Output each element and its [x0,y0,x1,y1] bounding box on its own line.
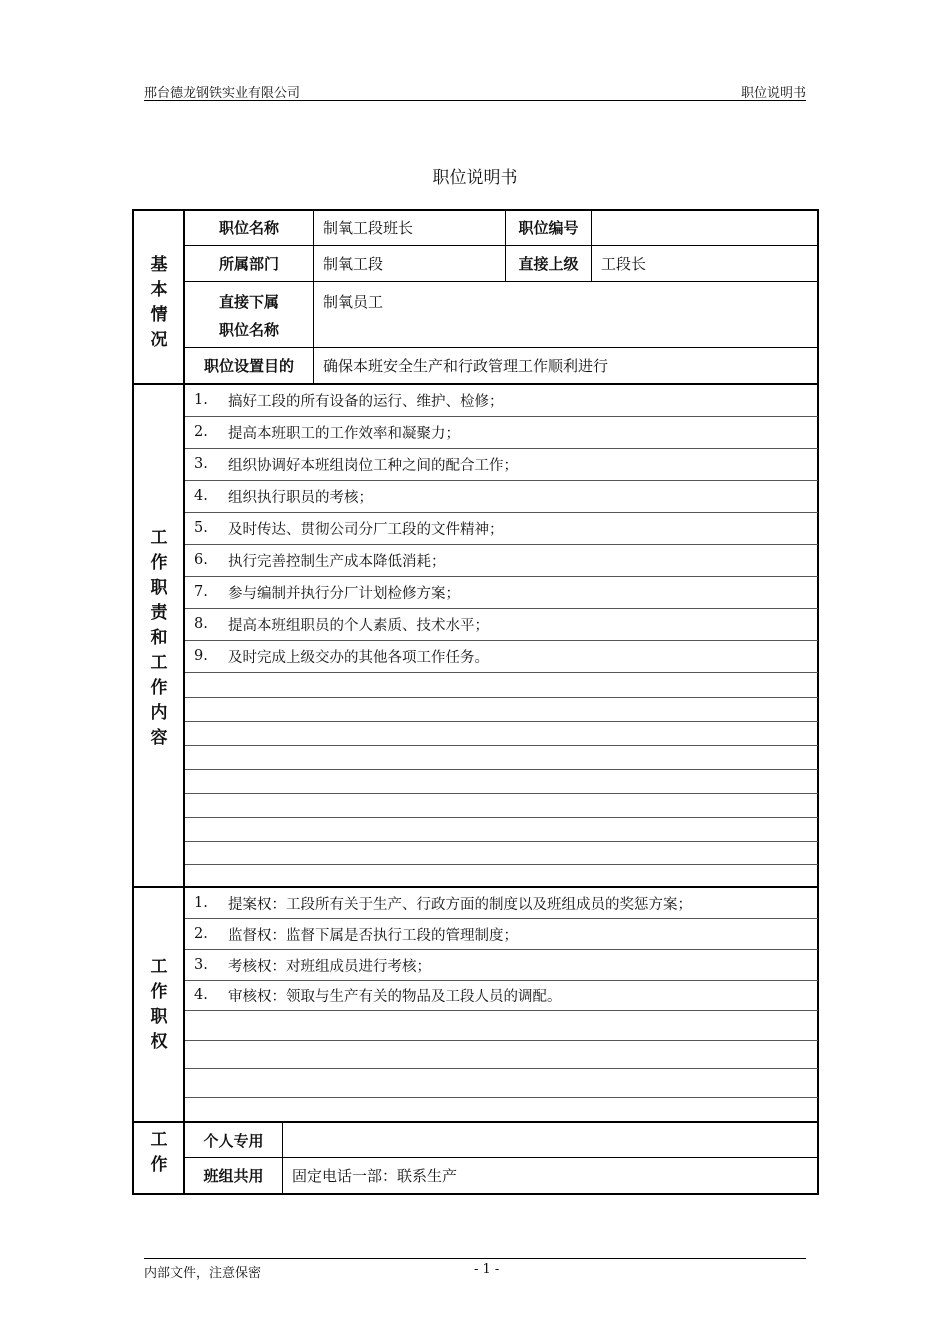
authority-item: 2. 监督权：监督下属是否执行工段的管理制度； [194,926,518,944]
section-basic-label: 基本情况 [150,255,168,350]
duty-item: 5. 及时传达、贯彻公司分厂工段的文件精神； [194,520,504,538]
page-footer [144,1258,806,1281]
duty-item: 4. 组织执行职员的考核； [194,488,373,506]
personal-use-value [283,1123,813,1157]
section-authority-label: 工作职权 [150,957,168,1052]
position-name-value: 制氧工段班长 [323,219,414,237]
authority-item: 3. 考核权：对班组成员进行考核； [194,957,431,975]
page-title: 职位说明书 [432,168,518,188]
section-tools-label: 工作 [150,1130,168,1175]
page-number: - 1 - [474,1262,500,1277]
authority-item: 1. 提案权：工段所有关于生产、行政方面的制度以及班组成员的奖惩方案； [194,895,692,913]
position-name-label: 职位名称 [218,219,279,237]
section-duties-label: 工作职责和工作内容 [150,528,168,748]
duty-item: 7. 参与编制并执行分厂计划检修方案； [194,584,460,602]
subordinate-label-line1: 直接下属 [218,292,279,311]
company-name: 邢台德龙钢铁实业有限公司 [144,86,301,101]
purpose-value: 确保本班安全生产和行政管理工作顺利进行 [323,357,609,375]
duty-item: 2. 提高本班职工的工作效率和凝聚力； [194,424,460,442]
department-value: 制氧工段 [323,255,384,273]
doc-type: 职位说明书 [740,86,806,101]
subordinate-value: 制氧员工 [323,292,384,311]
superior-value: 工段长 [601,255,647,273]
authority-item: 4. 审核权：领取与生产有关的物品及工段人员的调配。 [194,987,562,1005]
duty-item: 3. 组织协调好本班组岗位工种之间的配合工作； [194,456,518,474]
shared-use-label: 班组共用 [203,1167,264,1185]
position-no-label: 职位编号 [518,219,579,237]
duty-item: 6. 执行完善控制生产成本降低消耗； [194,552,446,570]
page-header [144,82,806,101]
duty-item: 1. 搞好工段的所有设备的运行、维护、检修； [194,392,504,410]
subordinate-label-line2: 职位名称 [218,320,279,339]
shared-use-value: 固定电话一部：联系生产 [292,1167,458,1185]
position-no-value [592,210,818,245]
superior-label: 直接上级 [518,255,579,273]
purpose-label: 职位设置目的 [203,357,294,375]
confidential-note: 内部文件，注意保密 [144,1266,262,1281]
department-label: 所属部门 [218,255,279,273]
personal-use-label: 个人专用 [203,1131,264,1150]
duty-item: 9. 及时完成上级交办的其他各项工作任务。 [194,648,489,666]
duty-item: 8. 提高本班组职员的个人素质、技术水平； [194,616,489,634]
